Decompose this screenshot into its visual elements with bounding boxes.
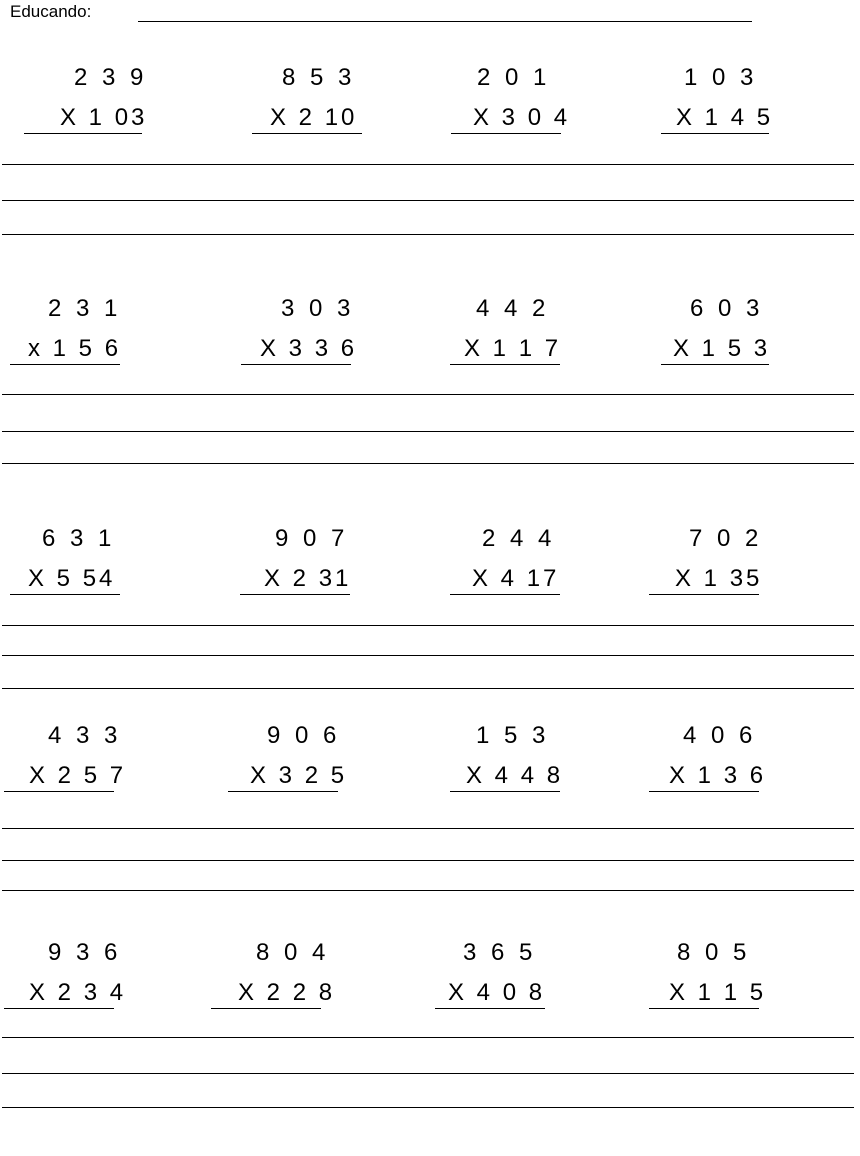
answer-line (2, 1107, 854, 1108)
multiplier: X 1 1 7 (464, 335, 562, 362)
multiplicand: 2 3 9 (74, 64, 148, 91)
multiplier: X 1 5 3 (673, 335, 771, 362)
answer-line (2, 463, 854, 464)
answer-line (2, 394, 854, 395)
problem-underline (661, 133, 769, 134)
multiplicand: 1 0 3 (684, 64, 758, 91)
problem-underline (252, 133, 362, 134)
problem-underline (241, 364, 351, 365)
multiplier: X 3 0 4 (473, 104, 571, 131)
multiplier: X 1 3 6 (669, 762, 767, 789)
problem-underline (24, 133, 142, 134)
multiplicand: 9 3 6 (48, 939, 122, 966)
multiplicand: 4 3 3 (48, 722, 122, 749)
answer-line (2, 200, 854, 201)
multiplier: X 5 54 (28, 565, 116, 592)
problem-underline (661, 364, 769, 365)
multiplier: X 2 3 4 (29, 979, 127, 1006)
problem-underline (450, 791, 560, 792)
student-name-label: Educando: (10, 2, 92, 21)
answer-line (2, 828, 854, 829)
multiplier: X 4 0 8 (448, 979, 546, 1006)
multiplicand: 2 3 1 (48, 295, 122, 322)
answer-line (2, 234, 854, 235)
multiplicand: 8 5 3 (282, 64, 356, 91)
answer-line (2, 890, 854, 891)
multiplier: x 1 5 6 (28, 335, 122, 362)
multiplier: X 1 1 5 (669, 979, 767, 1006)
multiplicand: 6 3 1 (42, 525, 116, 552)
multiplier: X 1 4 5 (676, 104, 774, 131)
problem-underline (10, 594, 120, 595)
multiplicand: 4 0 6 (683, 722, 757, 749)
problem-underline (451, 133, 561, 134)
multiplicand: 4 4 2 (476, 295, 550, 322)
answer-line (2, 860, 854, 861)
multiplier: X 1 03 (60, 104, 148, 131)
multiplier: X 3 2 5 (250, 762, 348, 789)
answer-line (2, 655, 854, 656)
multiplicand: 7 0 2 (689, 525, 763, 552)
multiplier: X 2 5 7 (29, 762, 127, 789)
multiplicand: 2 0 1 (477, 64, 551, 91)
multiplier: X 2 2 8 (238, 979, 336, 1006)
answer-line (2, 1037, 854, 1038)
multiplicand: 6 0 3 (690, 295, 764, 322)
problem-underline (4, 791, 114, 792)
problem-underline (450, 364, 560, 365)
multiplier: X 4 4 8 (466, 762, 564, 789)
problem-underline (10, 364, 120, 365)
answer-line (2, 164, 854, 165)
answer-line (2, 625, 854, 626)
multiplicand: 8 0 4 (256, 939, 330, 966)
problem-underline (649, 1008, 759, 1009)
problem-underline (4, 1008, 114, 1009)
multiplier: X 3 3 6 (260, 335, 358, 362)
answer-line (2, 688, 854, 689)
problem-underline (450, 594, 560, 595)
multiplicand: 8 0 5 (677, 939, 751, 966)
multiplicand: 1 5 3 (476, 722, 550, 749)
student-name-line (138, 21, 752, 22)
multiplier: X 2 10 (270, 104, 358, 131)
answer-line (2, 1073, 854, 1074)
problem-underline (211, 1008, 321, 1009)
problem-underline (649, 594, 759, 595)
problem-underline (240, 594, 350, 595)
multiplicand: 2 4 4 (482, 525, 556, 552)
multiplicand: 3 0 3 (281, 295, 355, 322)
problem-underline (228, 791, 338, 792)
multiplicand: 9 0 6 (267, 722, 341, 749)
answer-line (2, 431, 854, 432)
multiplier: X 2 31 (264, 565, 352, 592)
problem-underline (435, 1008, 545, 1009)
multiplier: X 4 17 (472, 565, 560, 592)
problem-underline (649, 791, 759, 792)
multiplicand: 3 6 5 (463, 939, 537, 966)
multiplicand: 9 0 7 (275, 525, 349, 552)
multiplier: X 1 35 (675, 565, 763, 592)
